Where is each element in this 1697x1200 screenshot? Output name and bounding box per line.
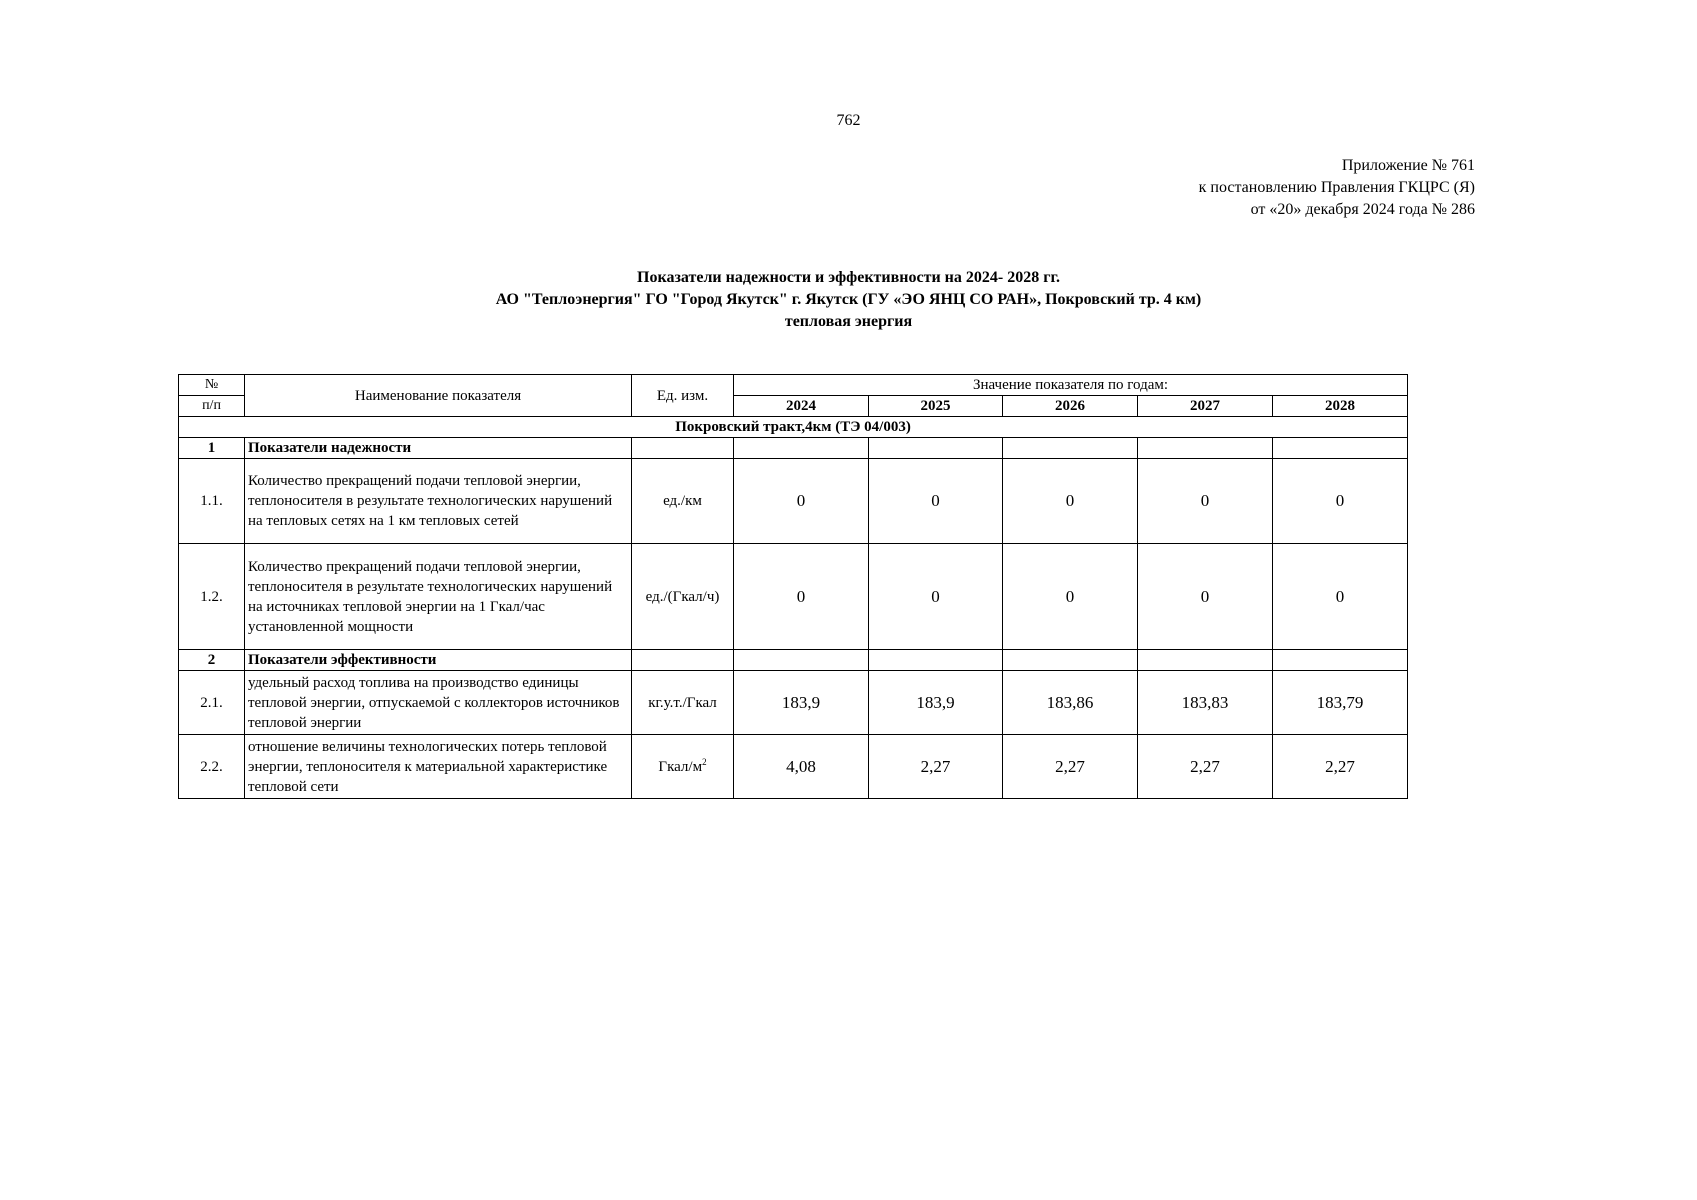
row-num: 2.1. xyxy=(179,671,245,735)
table-row xyxy=(179,459,1408,544)
table-row xyxy=(179,544,1408,650)
row-unit-superscript: 2 xyxy=(702,756,707,767)
row-name: отношение величины технологических потерь тепловой энергии, теплоносителя к материальной характеристике тепловой сети xyxy=(245,735,632,799)
row-value-2028: 0 xyxy=(1273,459,1408,544)
group-num: 1 xyxy=(179,438,245,459)
group-row xyxy=(179,650,1408,671)
group-row xyxy=(179,438,1408,459)
row-unit-text: Гкал/м xyxy=(658,758,703,775)
row-value-2027: 0 xyxy=(1138,544,1273,650)
row-num: 1.2. xyxy=(179,544,245,650)
row-value-2028: 2,27 xyxy=(1273,735,1408,799)
row-value-2026: 0 xyxy=(1003,459,1138,544)
row-value-2025: 183,9 xyxy=(869,671,1003,735)
header-name: Наименование показателя xyxy=(245,375,632,417)
row-value-2025: 2,27 xyxy=(869,735,1003,799)
header-row-top xyxy=(179,375,1408,396)
header-year-2027: 2027 xyxy=(1138,396,1273,417)
row-num: 1.1. xyxy=(179,459,245,544)
group-title: Показатели надежности xyxy=(245,438,632,459)
row-value-2026: 183,86 xyxy=(1003,671,1138,735)
appendix-line-3: от «20» декабря 2024 года № 286 xyxy=(1250,201,1475,218)
heading-line-2: АО "Теплоэнергия" ГО "Город Якутск" г. Якутск (ГУ «ЭО ЯНЦ СО РАН», Покровский тр. 4 км) xyxy=(495,291,1202,308)
row-value-2024: 0 xyxy=(734,459,869,544)
group-title: Показатели эффективности xyxy=(245,650,632,671)
row-unit: кг.у.т./Гкал xyxy=(632,671,734,735)
row-value-2028: 0 xyxy=(1273,544,1408,650)
row-value-2024: 183,9 xyxy=(734,671,869,735)
row-value-2025: 0 xyxy=(869,544,1003,650)
row-name: Количество прекращений подачи тепловой энергии, теплоносителя в результате технологических нарушений на источниках тепловой энергии на 1 Гкал/час установленной мощности xyxy=(245,544,632,650)
row-name: удельный расход топлива на производство единицы тепловой энергии, отпускаемой с коллекторов источников тепловой энергии xyxy=(245,671,632,735)
section-row xyxy=(179,417,1408,438)
header-year-2024: 2024 xyxy=(734,396,869,417)
row-value-2027: 0 xyxy=(1138,459,1273,544)
document-heading xyxy=(0,267,1697,333)
row-unit: ед./(Гкал/ч) xyxy=(632,544,734,650)
row-value-2024: 4,08 xyxy=(734,735,869,799)
page-number: 762 xyxy=(836,112,861,129)
section-title: Покровский тракт,4км (ТЭ 04/003) xyxy=(179,417,1408,438)
row-value-2028: 183,79 xyxy=(1273,671,1408,735)
header-values-title: Значение показателя по годам: xyxy=(734,375,1408,396)
indicators-table xyxy=(178,374,1408,799)
row-value-2026: 2,27 xyxy=(1003,735,1138,799)
row-value-2025: 0 xyxy=(869,459,1003,544)
row-value-2024: 0 xyxy=(734,544,869,650)
appendix-line-1: Приложение № 761 xyxy=(1341,157,1475,174)
header-year-2025: 2025 xyxy=(869,396,1003,417)
table-row xyxy=(179,671,1408,735)
row-num: 2.2. xyxy=(179,735,245,799)
row-unit: ед./км xyxy=(632,459,734,544)
header-num-top: № xyxy=(179,375,245,396)
group-num: 2 xyxy=(179,650,245,671)
row-value-2027: 2,27 xyxy=(1138,735,1273,799)
appendix-line-2: к постановлению Правления ГКЦРС (Я) xyxy=(1198,179,1475,196)
row-unit xyxy=(632,735,734,799)
appendix-block xyxy=(1199,155,1475,221)
row-value-2027: 183,83 xyxy=(1138,671,1273,735)
header-year-2028: 2028 xyxy=(1273,396,1408,417)
header-unit: Ед. изм. xyxy=(632,375,734,417)
header-num-bottom: п/п xyxy=(179,396,245,417)
heading-line-1: Показатели надежности и эффективности на 2024- 2028 гг. xyxy=(637,269,1060,286)
heading-line-3: тепловая энергия xyxy=(784,313,913,330)
table-row xyxy=(179,735,1408,799)
row-name: Количество прекращений подачи тепловой энергии, теплоносителя в результате технологических нарушений на тепловых сетях на 1 км тепловых сетей xyxy=(245,459,632,544)
row-value-2026: 0 xyxy=(1003,544,1138,650)
header-year-2026: 2026 xyxy=(1003,396,1138,417)
